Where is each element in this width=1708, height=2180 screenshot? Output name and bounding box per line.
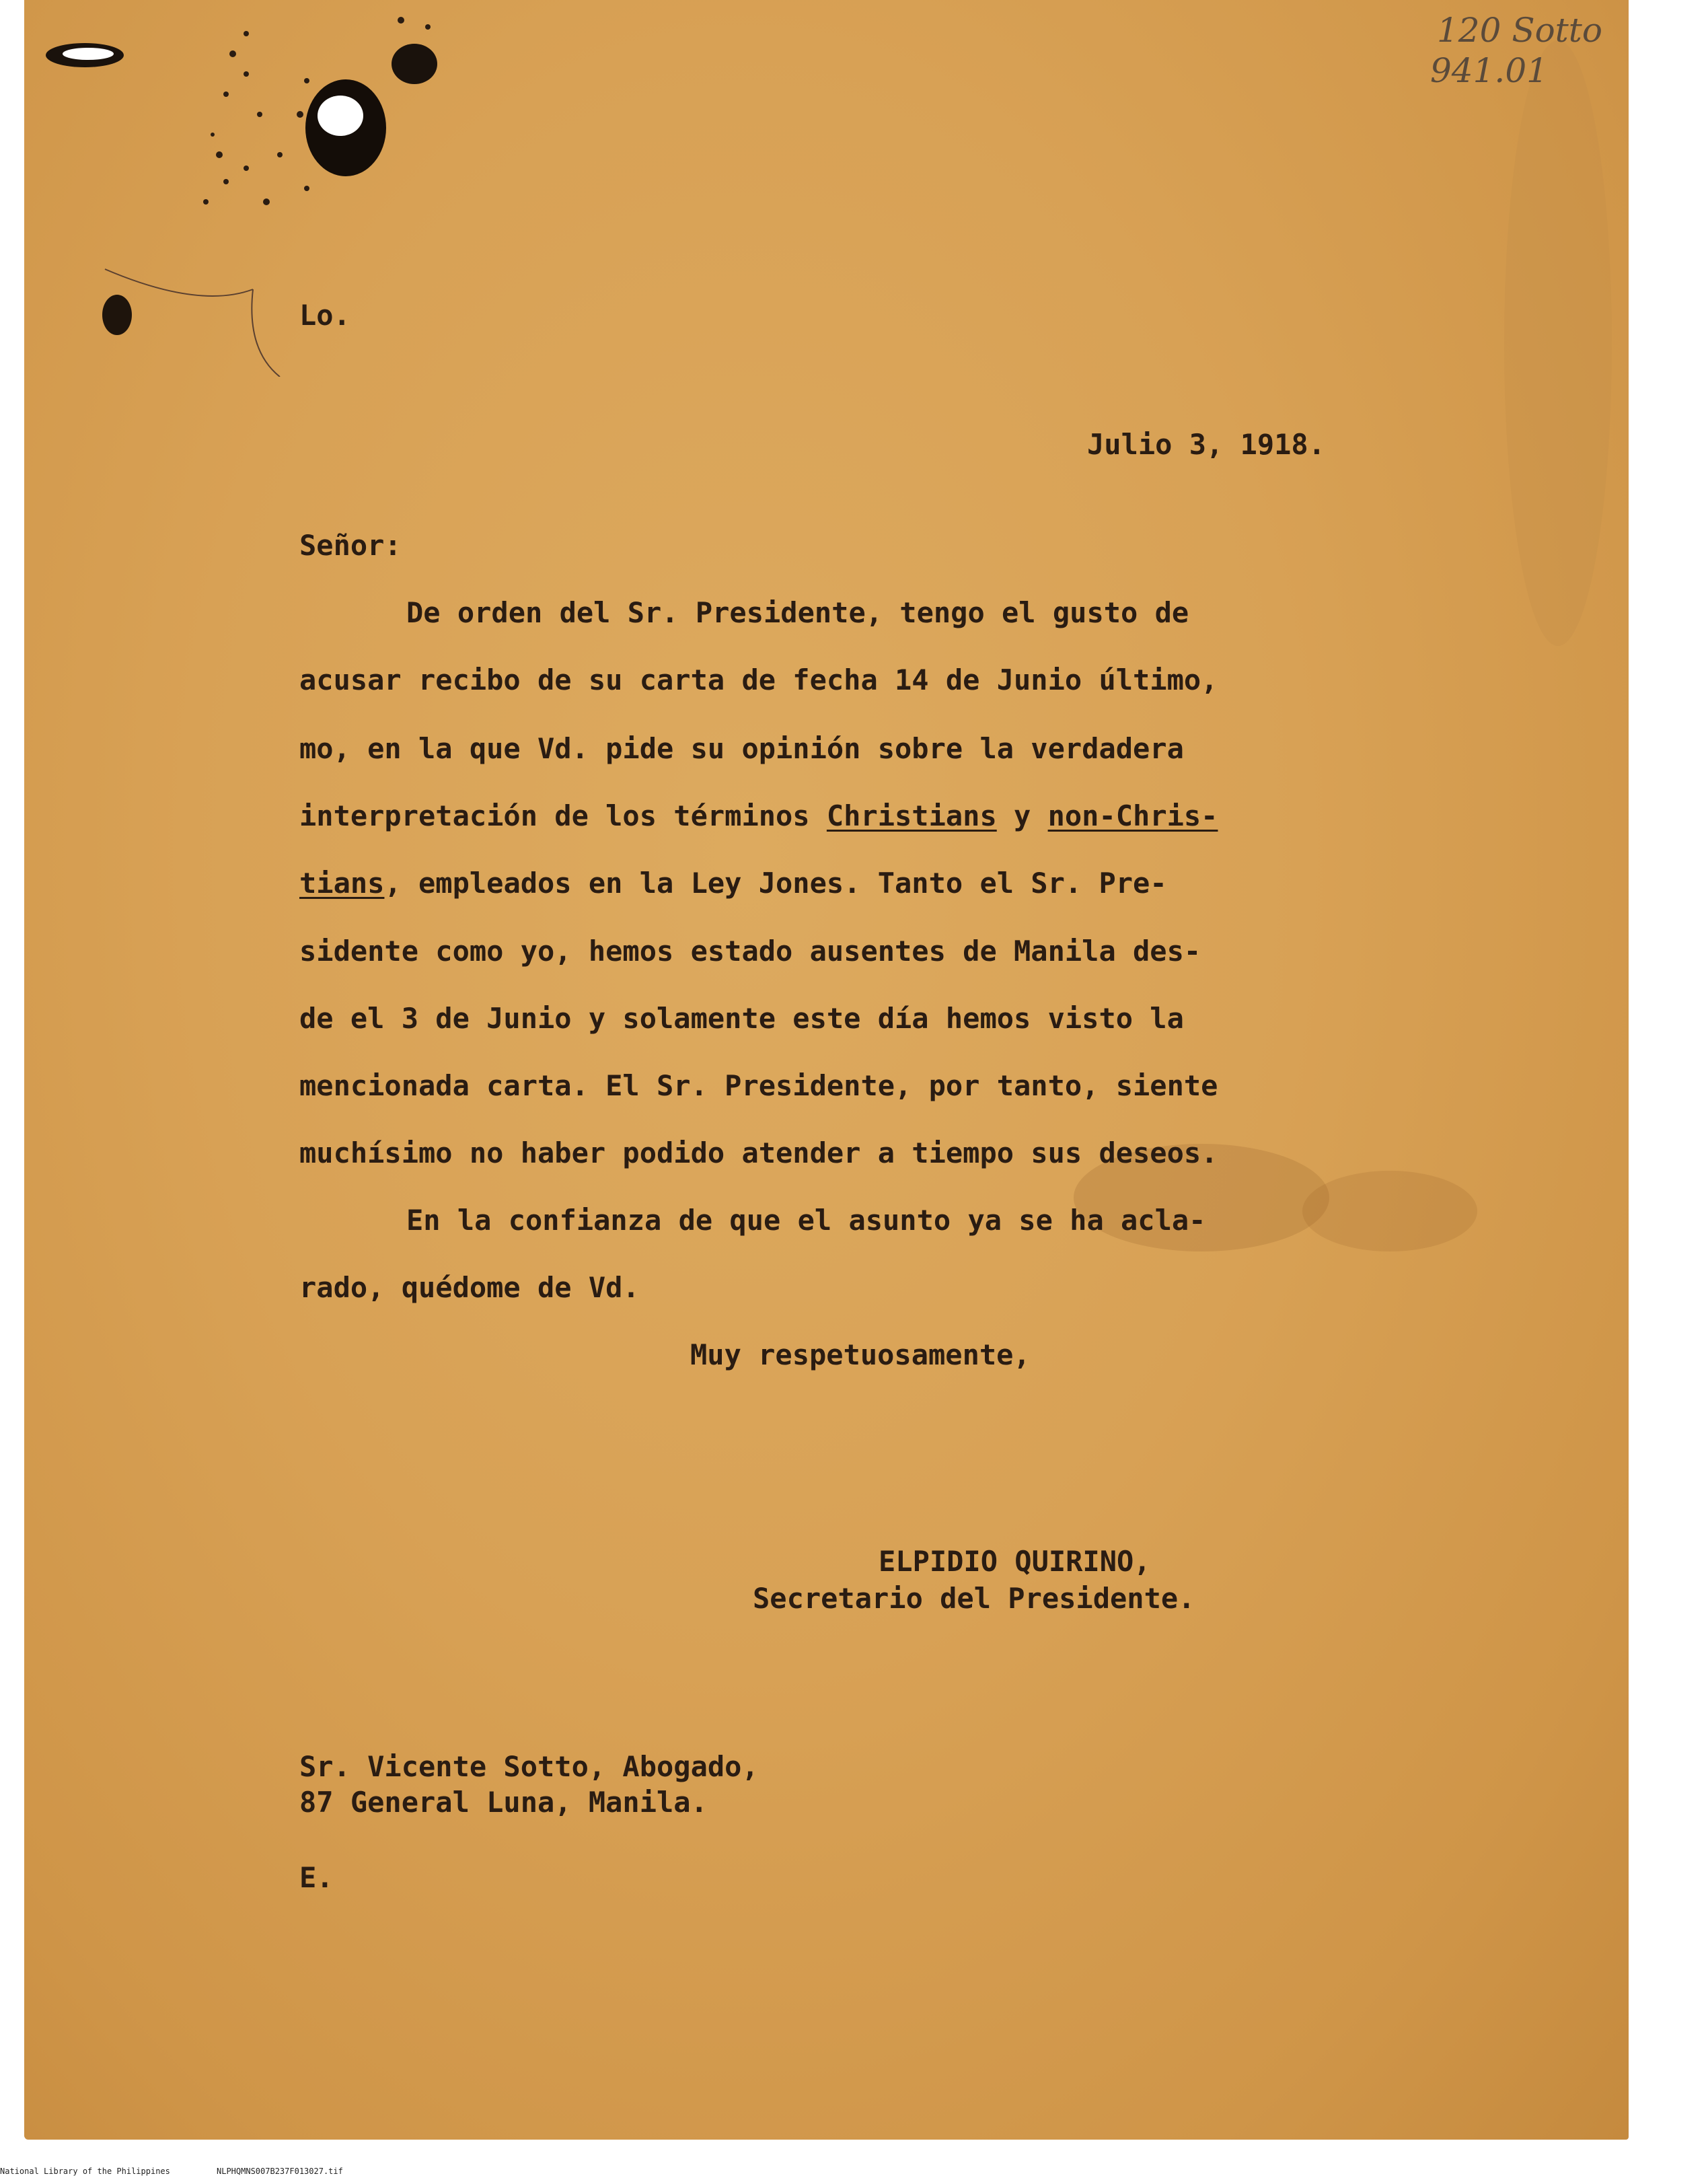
typist-initial: E. (299, 1861, 334, 1894)
line4-mid: y (996, 799, 1048, 832)
footer-filename: NLPHQMNS007B237F013027.tif (217, 2167, 343, 2176)
term-non-christians: non-Chris- (1047, 799, 1218, 832)
paragraph1-line3: mo, en la que Vd. pide su opinión sobre la verdadera (299, 732, 1184, 765)
term-christians: Christians (826, 799, 997, 832)
paragraph2-line1: En la confianza de que el asunto ya se ha acla- (406, 1204, 1206, 1237)
signature-name: ELPIDIO QUIRINO, (879, 1545, 1151, 1578)
line5-rest: , empleados en la Ley Jones. Tanto el Sr. Pre- (384, 867, 1167, 900)
burn-stains (24, 0, 495, 377)
paragraph1-line7: de el 3 de Junio y solamente este día hemos visto la (299, 1002, 1184, 1035)
burn-spot-right (392, 44, 437, 84)
paragraph2-line2: rado, quédome de Vd. (299, 1271, 640, 1304)
stain (1504, 40, 1612, 646)
annotation-top-right: 120 Sotto (1437, 11, 1602, 50)
footer-library-name: National Library of the Philippines (0, 2167, 170, 2176)
paragraph1-line8: mencionada carta. El Sr. Presidente, por tanto, siente (299, 1069, 1218, 1102)
letter-date: Julio 3, 1918. (1087, 428, 1326, 461)
letter-paper (24, 0, 1629, 2140)
salutation: Señor: (299, 529, 402, 562)
signature-title: Secretario del Presidente. (753, 1582, 1195, 1615)
line4-start: interpretación de los términos (299, 799, 827, 832)
annotation-file-number: 941.01 (1430, 51, 1548, 90)
paragraph1-line9: muchísimo no haber podido atender a tiempo sus deseos. (299, 1136, 1218, 1169)
paragraph1-line6: sidente como yo, hemos estado ausentes de Manila des- (299, 935, 1201, 968)
recipient-line1: Sr. Vicente Sotto, Abogado, (299, 1750, 759, 1783)
paragraph1-line1: De orden del Sr. Presidente, tengo el gusto de (406, 596, 1189, 629)
paragraph1-line2: acusar recibo de su carta de fecha 14 de Junio último, (299, 663, 1218, 696)
paragraph1-line4 (299, 799, 1416, 832)
reference-code: Lo. (299, 299, 350, 332)
paragraph1-line5 (299, 869, 1416, 898)
recipient-line2: 87 General Luna, Manila. (299, 1786, 708, 1819)
closing: Muy respetuosamente, (690, 1338, 1031, 1371)
term-non-christians-cont: tians (299, 867, 385, 900)
